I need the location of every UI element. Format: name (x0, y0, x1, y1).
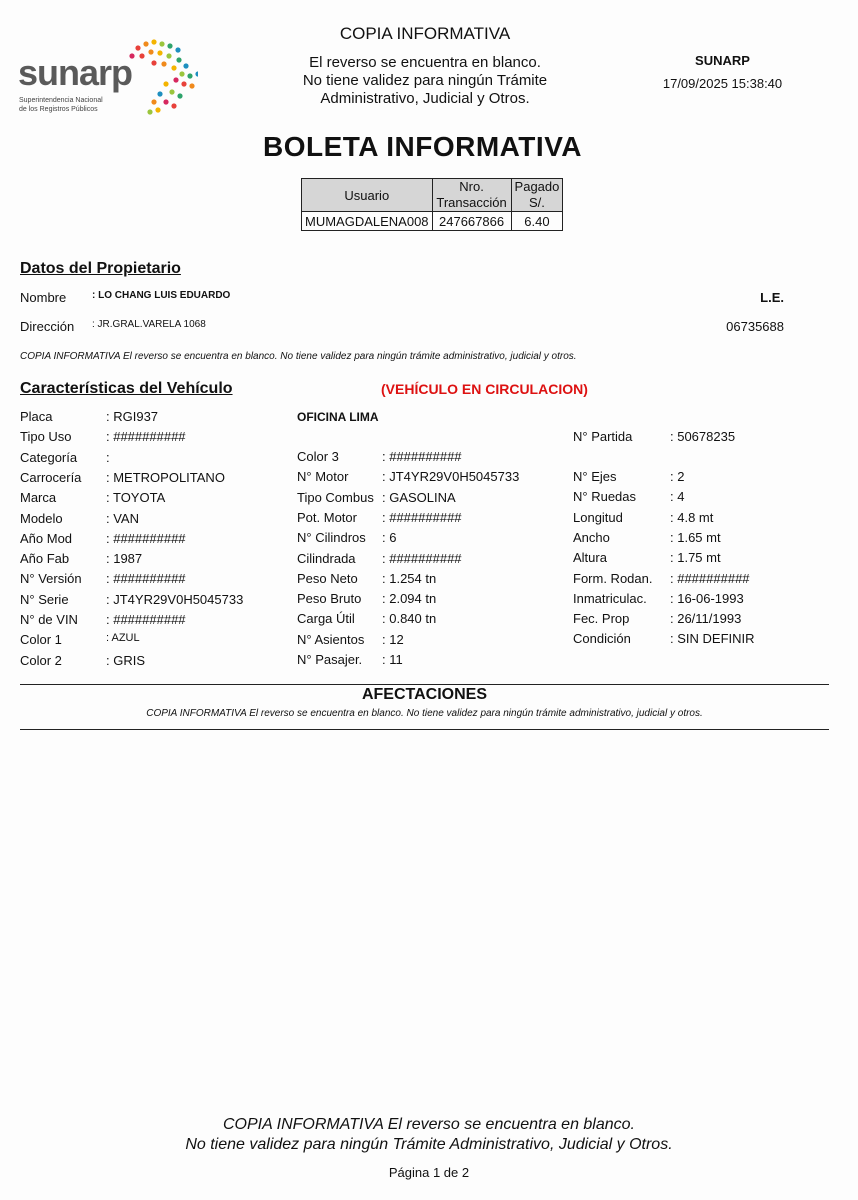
field-value: : SIN DEFINIR (670, 631, 755, 647)
field-value: : 1987 (106, 551, 143, 567)
oficina-label: OFICINA LIMA (297, 410, 379, 424)
field-label: Carga Útil (297, 611, 355, 627)
field-label: N° Ejes (573, 469, 617, 484)
field-label: N° Partida (573, 429, 633, 444)
owner-section-title: Datos del Propietario (20, 260, 181, 277)
field-label: Condición (573, 631, 631, 647)
nombre-label: Nombre (20, 290, 67, 305)
usuario-value: MUMAGDALENA008 (302, 212, 433, 231)
field-value: : 2 (670, 469, 685, 484)
field-label: N° Versión (20, 571, 82, 587)
field-value: : 6 (382, 530, 397, 546)
field-label: N° Motor (297, 469, 349, 485)
doc-type: L.E. (760, 290, 784, 305)
field-label: Altura (573, 550, 607, 566)
field-value: : GRIS (106, 652, 146, 668)
sunarp-logo (18, 22, 198, 122)
doc-number: 06735688 (726, 319, 784, 334)
field-label: Año Mod (20, 530, 73, 546)
col-nro-line-2: Transacción (436, 195, 507, 210)
field-value: : ########## (670, 570, 750, 586)
header-line-3: Administrativo, Judicial y Otros. (320, 90, 530, 107)
field-value: : VAN (106, 510, 139, 526)
field-value: : 4 (670, 489, 685, 505)
field-label: N° Serie (20, 591, 69, 607)
transaction-table (301, 178, 563, 231)
field-value: : ########## (106, 612, 186, 627)
col-nro-header (432, 179, 511, 212)
field-value: : JT4YR29V0H5045733 (382, 469, 520, 485)
direccion-value: : JR.GRAL.VARELA 1068 (92, 319, 206, 330)
field-value: : ########## (382, 550, 462, 566)
field-value: : ########## (106, 429, 186, 445)
field-label: Color 3 (297, 449, 339, 464)
field-value: : ########## (382, 509, 462, 525)
field-value: : 1.65 mt (670, 529, 721, 545)
field-value: : RGI937 (106, 409, 159, 424)
field-label: Peso Bruto (297, 591, 362, 607)
direccion-label: Dirección (20, 319, 75, 334)
header-line-2: No tiene validez para ningún Trámite (302, 72, 548, 89)
field-value: : ########## (106, 530, 186, 546)
field-label: N° Ruedas (573, 489, 637, 505)
field-label: N° Asientos (297, 631, 365, 647)
afectaciones-title: AFECTACIONES (361, 686, 488, 703)
field-value: : 4.8 mt (670, 509, 714, 525)
field-label: Tipo Uso (20, 429, 72, 445)
col-usuario-header: Usuario (302, 179, 433, 212)
field-label: Marca (20, 490, 57, 506)
field-value: : AZUL (106, 632, 140, 645)
field-value: : 11 (382, 652, 403, 667)
field-value: : 1.75 mt (670, 550, 721, 566)
col-pagado-line-1: Pagado (514, 179, 560, 194)
field-label: Tipo Combus (297, 489, 374, 505)
field-label: Pot. Motor (297, 509, 357, 525)
header-datetime: 17/09/2025 15:38:40 (662, 76, 783, 91)
page-number: Página 1 de 2 (388, 1165, 470, 1180)
field-value: : ########## (106, 571, 186, 587)
header-org: SUNARP (695, 53, 750, 68)
logo-subtitle-2: de los Registros Públicos (19, 106, 98, 113)
document-title: BOLETA INFORMATIVA (262, 131, 583, 162)
field-value: : 50678235 (670, 429, 736, 444)
field-label: Categoría (20, 449, 78, 465)
field-label: Cilindrada (297, 550, 356, 566)
afectaciones-note: COPIA INFORMATIVA El reverso se encuentra en blanco. No tiene validez para ningún trámite administrativo, judicial y otros. (146, 708, 703, 719)
field-value: : JT4YR29V0H5045733 (106, 591, 244, 607)
field-value: : ########## (382, 449, 462, 464)
field-label: Modelo (20, 510, 63, 526)
field-value: : 26/11/1993 (670, 611, 742, 627)
header-line-1: El reverso se encuentra en blanco. (309, 54, 541, 71)
field-label: Peso Neto (297, 570, 358, 586)
logo-subtitle-1: Superintendencia Nacional (19, 97, 103, 104)
afectaciones-top-rule (20, 684, 829, 685)
field-label: Carrocería (20, 469, 82, 485)
field-value: : TOYOTA (106, 490, 166, 506)
owner-note: COPIA INFORMATIVA El reverso se encuentra en blanco. No tiene validez para ningún trámite administrativo, judicial y otros. (20, 351, 577, 362)
header-title: COPIA INFORMATIVA (339, 24, 511, 43)
footer-line-1: COPIA INFORMATIVA El reverso se encuentra en blanco. (222, 1116, 635, 1133)
field-value: : (106, 449, 110, 465)
field-label: N° Pasajer. (297, 652, 363, 667)
field-label: Longitud (573, 509, 623, 525)
field-label: Color 1 (20, 632, 62, 648)
field-label: N° Cilindros (297, 530, 366, 546)
afectaciones-bottom-rule (20, 729, 829, 730)
field-value: : 2.094 tn (382, 591, 437, 607)
field-value: : 16-06-1993 (670, 590, 744, 606)
pagado-value: 6.40 (511, 212, 563, 231)
col-pagado-line-2: S/. (529, 195, 545, 210)
field-label: Inmatriculac. (573, 590, 647, 606)
field-value: : 12 (382, 631, 404, 647)
field-label: Fec. Prop (573, 611, 630, 627)
field-value: : METROPOLITANO (106, 469, 225, 485)
vehicle-section-title: Características del Vehículo (20, 380, 233, 397)
footer-line-2: No tiene validez para ningún Trámite Administrativo, Judicial y Otros. (185, 1136, 673, 1153)
col-nro-line-1: Nro. (459, 179, 484, 194)
field-label: Año Fab (20, 551, 70, 567)
field-label: N° de VIN (20, 612, 78, 627)
field-label: Form. Rodan. (573, 570, 653, 586)
field-label: Ancho (573, 529, 610, 545)
nro-value: 247667866 (432, 212, 511, 231)
field-value: : 0.840 tn (382, 611, 437, 627)
field-label: Placa (20, 409, 53, 424)
nombre-value: : LO CHANG LUIS EDUARDO (92, 290, 231, 301)
vehicle-status: (VEHÍCULO EN CIRCULACION) (381, 381, 588, 397)
field-label: Color 2 (20, 652, 62, 668)
logo-name: sunarp (18, 52, 133, 93)
field-value: : 1.254 tn (382, 570, 437, 586)
field-value: : GASOLINA (382, 489, 456, 505)
col-pagado-header (511, 179, 563, 212)
